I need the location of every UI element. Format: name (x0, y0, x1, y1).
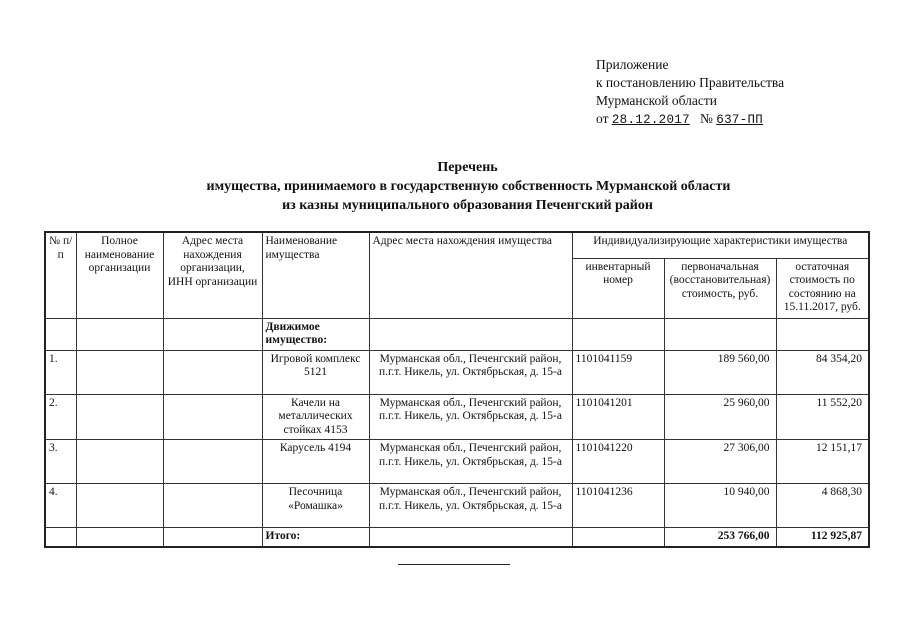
appendix-block (596, 56, 784, 129)
title-line-2: имущества, принимаемого в государственную собственность Мурманской области (206, 179, 731, 194)
table-row (45, 350, 869, 394)
row-initial: 27 306,00 (664, 440, 776, 484)
appendix-date-line (596, 110, 784, 129)
row-residual: 11 552,20 (776, 394, 869, 440)
date-prefix: от (596, 111, 609, 126)
header-property-address: Адрес места нахождения имущества (369, 232, 572, 318)
header-initial-cost: первоначальная (восстановительная) стоимость, руб. (664, 258, 776, 318)
row-address: Мурманская обл., Печенгский район, п.г.т. Никель, ул. Октябрьская, д. 15-а (369, 484, 572, 528)
header-row (45, 232, 869, 258)
row-num: 4. (45, 484, 76, 528)
decree-number: 637-ПП (716, 113, 764, 127)
row-address: Мурманская обл., Печенгский район, п.г.т. Никель, ул. Октябрьская, д. 15-а (369, 440, 572, 484)
row-inventory: 1101041220 (572, 440, 664, 484)
appendix-decree: к постановлению Правительства (596, 75, 785, 90)
row-num: 2. (45, 394, 76, 440)
row-residual: 4 868,30 (776, 484, 869, 528)
section-row (45, 318, 869, 350)
property-table (44, 231, 870, 548)
header-characteristics: Индивидуализирующие характеристики имущества (572, 232, 869, 258)
row-inventory: 1101041201 (572, 394, 664, 440)
total-row (45, 528, 869, 547)
header-num: № п/п (45, 232, 76, 318)
number-prefix: № (700, 111, 713, 126)
header-org-address: Адрес места нахождения организации, ИНН организации (163, 232, 262, 318)
row-property-name: Качели на металлических стойках 4153 (262, 394, 369, 440)
row-num: 1. (45, 350, 76, 394)
header-org-name: Полное наименование организации (76, 232, 163, 318)
title-line-1: Перечень (437, 160, 498, 175)
table-row (45, 394, 869, 440)
footer-divider (398, 564, 510, 565)
header-residual-cost: остаточная стоимость по состоянию на 15.11.2017, руб. (776, 258, 869, 318)
decree-date: 28.12.2017 (611, 113, 690, 127)
total-initial: 253 766,00 (664, 528, 776, 547)
appendix-region: Мурманской области (596, 93, 717, 108)
title-line-3: из казны муниципального образования Печенгский район (282, 198, 653, 213)
total-label: Итого: (262, 528, 369, 547)
row-property-name: Песочница «Ромашка» (262, 484, 369, 528)
row-inventory: 1101041236 (572, 484, 664, 528)
appendix-title: Приложение (596, 57, 669, 72)
total-residual: 112 925,87 (776, 528, 869, 547)
row-address: Мурманская обл., Печенгский район, п.г.т. Никель, ул. Октябрьская, д. 15-а (369, 350, 572, 394)
row-property-name: Карусель 4194 (262, 440, 369, 484)
header-property-name: Наименование имущества (262, 232, 369, 318)
row-residual: 84 354,20 (776, 350, 869, 394)
row-residual: 12 151,17 (776, 440, 869, 484)
row-property-name: Игровой комплекс 5121 (262, 350, 369, 394)
row-initial: 10 940,00 (664, 484, 776, 528)
document-title (0, 158, 905, 215)
row-inventory: 1101041159 (572, 350, 664, 394)
header-inventory: инвентарный номер (572, 258, 664, 318)
row-initial: 189 560,00 (664, 350, 776, 394)
table-row (45, 440, 869, 484)
row-num: 3. (45, 440, 76, 484)
section-label: Движимое имущество: (262, 318, 369, 350)
row-address: Мурманская обл., Печенгский район, п.г.т. Никель, ул. Октябрьская, д. 15-а (369, 394, 572, 440)
table-row (45, 484, 869, 528)
row-initial: 25 960,00 (664, 394, 776, 440)
